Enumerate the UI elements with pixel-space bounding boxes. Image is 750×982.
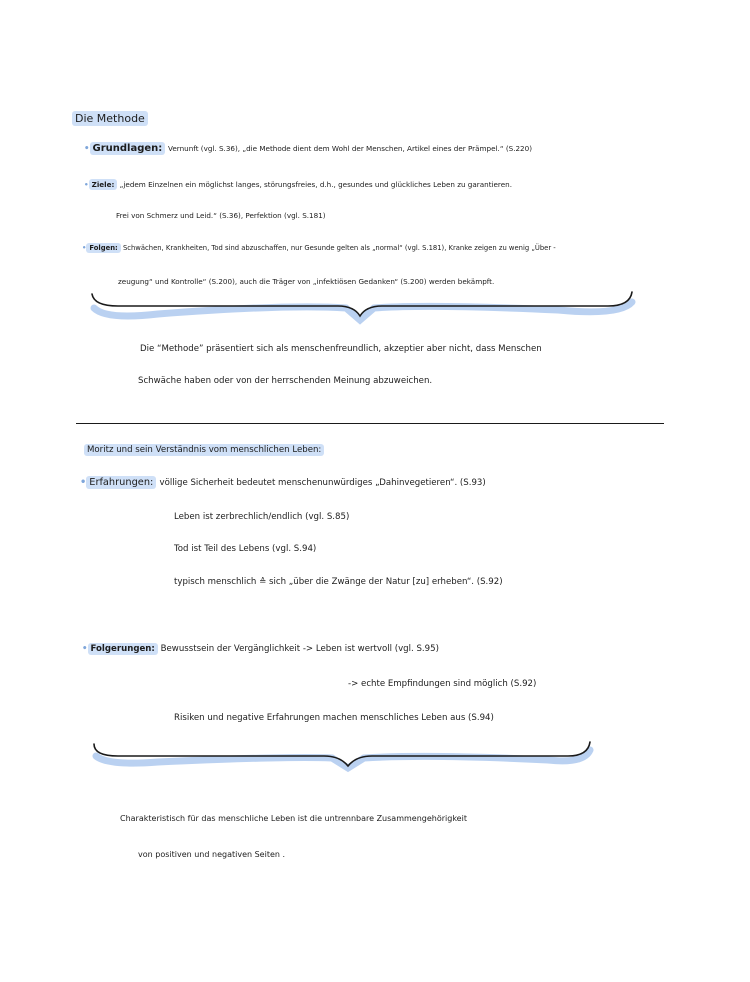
ziele-text-2: Frei von Schmerz und Leid.“ (S.36), Perfektion (vgl. S.181) — [116, 211, 326, 220]
folgerungen-text-1: Bewusstsein der Vergänglichkeit -> Leben ist wertvoll (vgl. S.95) — [160, 644, 439, 654]
moritz-summary-1: Charakteristisch für das menschliche Leben ist die untrennbare Zusammengehörigkeit — [120, 814, 467, 823]
erfahrungen-text-3: Tod ist Teil des Lebens (vgl. S.94) — [174, 544, 317, 554]
folgerungen-label: Folgerungen: — [88, 643, 158, 655]
section-divider — [76, 423, 664, 424]
folgen-text-1: Schwächen, Krankheiten, Tod sind abzuschaffen, nur Gesunde gelten als „normal“ (vgl. S.181), Kranke zeigen zu wenig „Über - — [122, 244, 556, 252]
section-title-methode: Die Methode — [72, 113, 148, 124]
erfahrungen-text-2: Leben ist zerbrechlich/endlich (vgl. S.85) — [174, 512, 350, 522]
ziele-text-1: „jedem Einzelnen ein möglichst langes, störungsfreies, d.h., gesundes und glückliches Leben zu garantieren. — [119, 180, 512, 189]
folgen-line-1: • Folgen: Schwächen, Krankheiten, Tod sind abzuschaffen, nur Gesunde gelten als „normal“ (vgl. S.181), Kranke zeigen zu wenig „Über - — [82, 244, 556, 252]
summary-brace-2 — [88, 738, 596, 772]
summary-brace-1 — [88, 284, 636, 318]
folgen-text-2: zeugung“ und Kontrolle“ (S.200), auch die Träger von „infektiösen Gedanken“ (S.200) werden bekämpft. — [118, 277, 495, 286]
ziele-line-1: • Ziele: „jedem Einzelnen ein möglichst langes, störungsfreies, d.h., gesundes und glückliches Leben zu garantieren. — [84, 180, 512, 189]
ziele-label: Ziele: — [89, 179, 118, 190]
methode-summary-2: Schwäche haben oder von der herrschenden Meinung abzuweichen. — [138, 376, 433, 386]
folgerungen-line-1: • Folgerungen: Bewusstsein der Vergänglichkeit -> Leben ist wertvoll (vgl. S.95) — [82, 644, 439, 654]
erfahrungen-line-1: • Erfahrungen: völlige Sicherheit bedeutet menschenunwürdiges „Dahinvegetieren“. (S.93) — [80, 477, 486, 488]
erfahrungen-text-1: völlige Sicherheit bedeutet menschenunwürdiges „Dahinvegetieren“. (S.93) — [159, 478, 486, 488]
folgerungen-text-2: -> echte Empfindungen sind möglich (S.92) — [348, 679, 537, 689]
erfahrungen-label: Erfahrungen: — [86, 476, 156, 489]
folgen-label: Folgen: — [86, 243, 120, 253]
grundlagen-label: Grundlagen: — [90, 142, 166, 155]
section-title-moritz: Moritz und sein Verständnis vom menschlichen Leben: — [84, 446, 324, 455]
grundlagen-line: • Grundlagen: Vernunft (vgl. S.36), „die Methode dient dem Wohl der Menschen, Artikel eines der Prämpel.“ (S.220) — [84, 143, 532, 154]
methode-summary-1: Die “Methode” präsentiert sich als menschenfreundlich, akzeptier aber nicht, dass Menschen — [140, 344, 542, 354]
grundlagen-text: Vernunft (vgl. S.36), „die Methode dient dem Wohl der Menschen, Artikel eines der Prämpel.“ (S.220) — [168, 144, 532, 153]
erfahrungen-text-4: typisch menschlich ≙ sich „über die Zwänge der Natur [zu] erheben“. (S.92) — [174, 577, 503, 587]
folgerungen-text-3: Risiken und negative Erfahrungen machen menschliches Leben aus (S.94) — [174, 713, 494, 723]
moritz-summary-2: von positiven und negativen Seiten . — [138, 850, 286, 859]
